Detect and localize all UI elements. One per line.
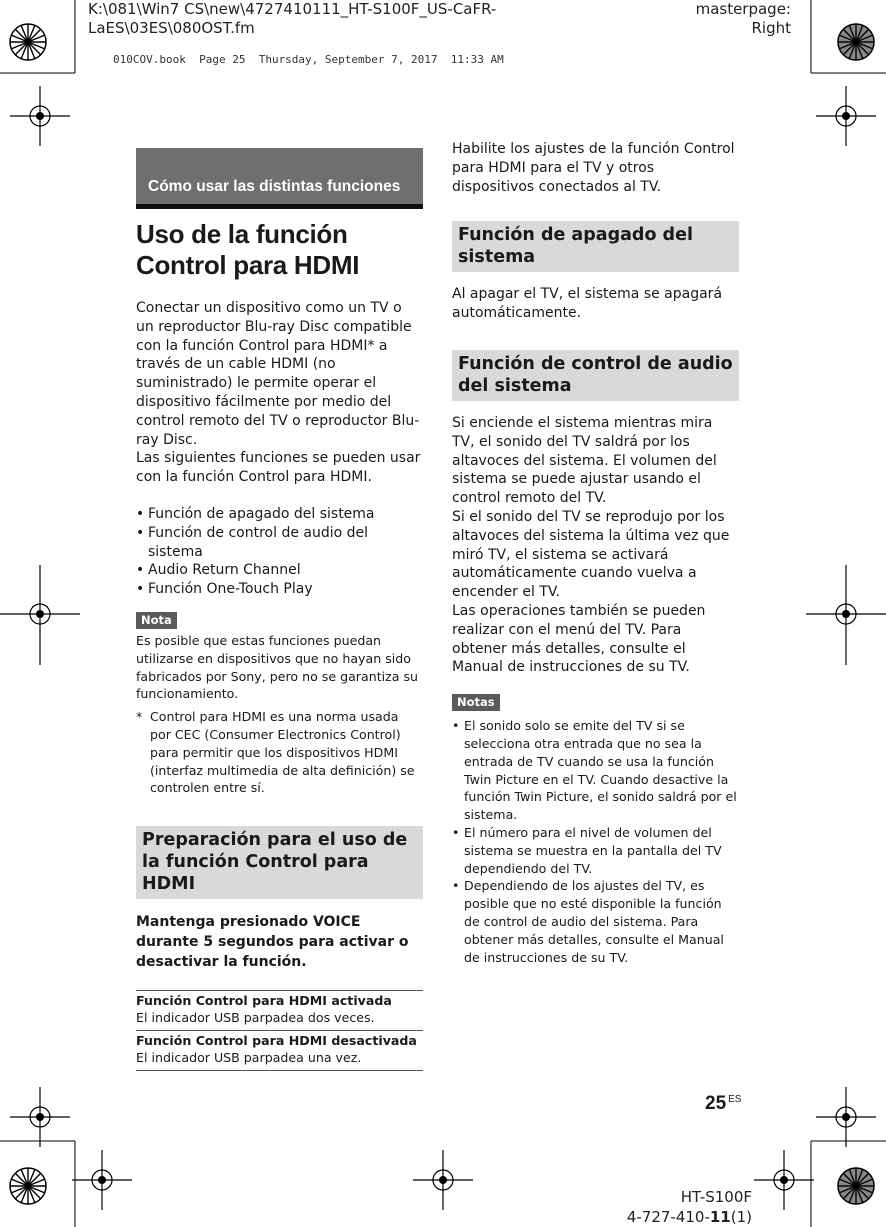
- section-text: Las operaciones también se pueden realizar con el menú del TV. Para obtener más detalles, consulte el Manual de instrucciones de su TV.: [452, 602, 706, 676]
- page-language-suffix: ES: [728, 1094, 742, 1105]
- document-code-bold: 11: [709, 1208, 731, 1226]
- table-row-heading: Función Control para HDMI activada: [136, 993, 392, 1009]
- table-row-value: El indicador USB parpadea una vez.: [136, 1050, 362, 1066]
- registration-mark-icon: [72, 1150, 132, 1210]
- section-banner-label: Cómo usar las distintas funciones: [148, 178, 401, 195]
- table-row-value: El indicador USB parpadea dos veces.: [136, 1010, 375, 1026]
- registration-mark-icon: [10, 1087, 70, 1147]
- document-code: [627, 1207, 752, 1227]
- notes-list: [452, 717, 739, 966]
- section-text: Si el sonido del TV se reprodujo por los altavoces del sistema la última vez que miró TV, el sistema se activará automáticamente cuando vuelva a encender el TV.: [452, 508, 730, 601]
- list-item: • Audio Return Channel: [136, 561, 423, 580]
- table-row: [136, 1031, 423, 1071]
- file-path-line-2: LaES\03ES\080OST.fm: [88, 19, 255, 37]
- section-heading: Preparación para el uso de la función Control para HDMI: [136, 826, 423, 899]
- masterpage-label: masterpage:: [695, 0, 791, 18]
- document-code-suffix: (1): [730, 1208, 752, 1226]
- footnote-text: Control para HDMI es una norma usada por CEC (Consumer Electronics Control) para permitir que los dispositivos HDMI (interfaz multimedia de alta definición) se controlen entre sí.: [150, 709, 415, 796]
- list-item: • Función de apagado del sistema: [136, 505, 423, 524]
- page-number: [705, 1093, 741, 1115]
- page-number-value: 25: [705, 1093, 727, 1114]
- document-code-prefix: 4-727-410-: [626, 1208, 710, 1226]
- list-item: • Dependiendo de los ajustes del TV, es posible que no esté disponible la función de control de audio del sistema. Para obtener más detalles, consulte el Manual de instrucciones de su TV.: [452, 877, 739, 966]
- list-item: • Función de control de audio del sistema: [136, 524, 423, 562]
- registration-mark-icon: [413, 1150, 473, 1210]
- intro-paragraph: Conectar un dispositivo como un TV o un reproductor Blu-ray Disc compatible con la función Control para HDMI* a través de un cable HDMI (no suministrado) le permite operar el dispositivo fácilmente por medio del control remoto del TV o reproductor Blu-ray Disc.: [136, 300, 420, 448]
- list-item: • Función One-Touch Play: [136, 580, 423, 599]
- list-item: • El número para el nivel de volumen del sistema se muestra en la pantalla del TV dependiendo del TV.: [452, 824, 739, 877]
- section-banner: [136, 148, 423, 209]
- starburst-mark-icon: [8, 1166, 48, 1206]
- footnote-mark: *: [136, 709, 143, 725]
- section-text: Si enciende el sistema mientras mira TV, el sonido del TV saldrá por los altavoces del sistema. El volumen del sistema se puede ajustar usando el control remoto del TV.: [452, 414, 717, 507]
- registration-mark-icon: [806, 565, 886, 665]
- starburst-mark-icon: [8, 22, 48, 62]
- list-item: • El sonido solo se emite del TV si se selecciona otra entrada que no sea la entrada de TV cuando se usa la función Twin Picture en el TV. Cuando desactive la función Twin Picture, el sonido saldrá por el sistema.: [452, 717, 739, 824]
- note-tag: Nota: [136, 612, 177, 629]
- file-path-line-1: K:\081\Win7 CS\new\4727410111_HT-S100F_US-CaFR-: [88, 0, 497, 18]
- book-info-line: 010COV.book Page 25 Thursday, September 7, 2017 11:33 AM: [113, 53, 504, 66]
- section-heading: Función de apagado del sistema: [452, 221, 739, 272]
- table-row: [136, 991, 423, 1031]
- registration-mark-icon: [10, 86, 70, 146]
- section-text: Al apagar el TV, el sistema se apagará automáticamente.: [452, 286, 723, 322]
- footer: [627, 1187, 752, 1227]
- section-heading: Función de control de audio del sistema: [452, 350, 739, 401]
- notes-tag: Notas: [452, 694, 500, 711]
- function-list: [136, 505, 423, 599]
- intro-paragraph: Habilite los ajustes de la función Control para HDMI para el TV y otros dispositivos conectados al TV.: [452, 141, 735, 195]
- status-table: [136, 990, 423, 1071]
- left-column: [136, 148, 423, 1071]
- registration-mark-icon: [816, 1087, 876, 1147]
- right-column: [452, 140, 739, 966]
- table-row-heading: Función Control para HDMI desactivada: [136, 1033, 417, 1049]
- registration-mark-icon: [754, 1150, 814, 1210]
- starburst-mark-icon: [836, 1166, 876, 1206]
- registration-mark-icon: [0, 565, 80, 665]
- model-name: HT-S100F: [680, 1188, 752, 1206]
- registration-mark-icon: [816, 86, 876, 146]
- footnote: [136, 708, 423, 797]
- note-text: Es posible que estas funciones puedan utilizarse en dispositivos que no hayan sido fabricados por Sony, pero no se garantiza su funcionamiento.: [136, 632, 419, 702]
- page-title: Uso de la función Control para HDMI: [136, 219, 360, 280]
- instruction-text: Mantenga presionado VOICE durante 5 segundos para activar o desactivar la función.: [136, 914, 409, 971]
- intro-paragraph-2: Las siguientes funciones se pueden usar con la función Control para HDMI.: [136, 450, 421, 486]
- starburst-mark-icon: [836, 22, 876, 62]
- masterpage-value: Right: [751, 19, 791, 37]
